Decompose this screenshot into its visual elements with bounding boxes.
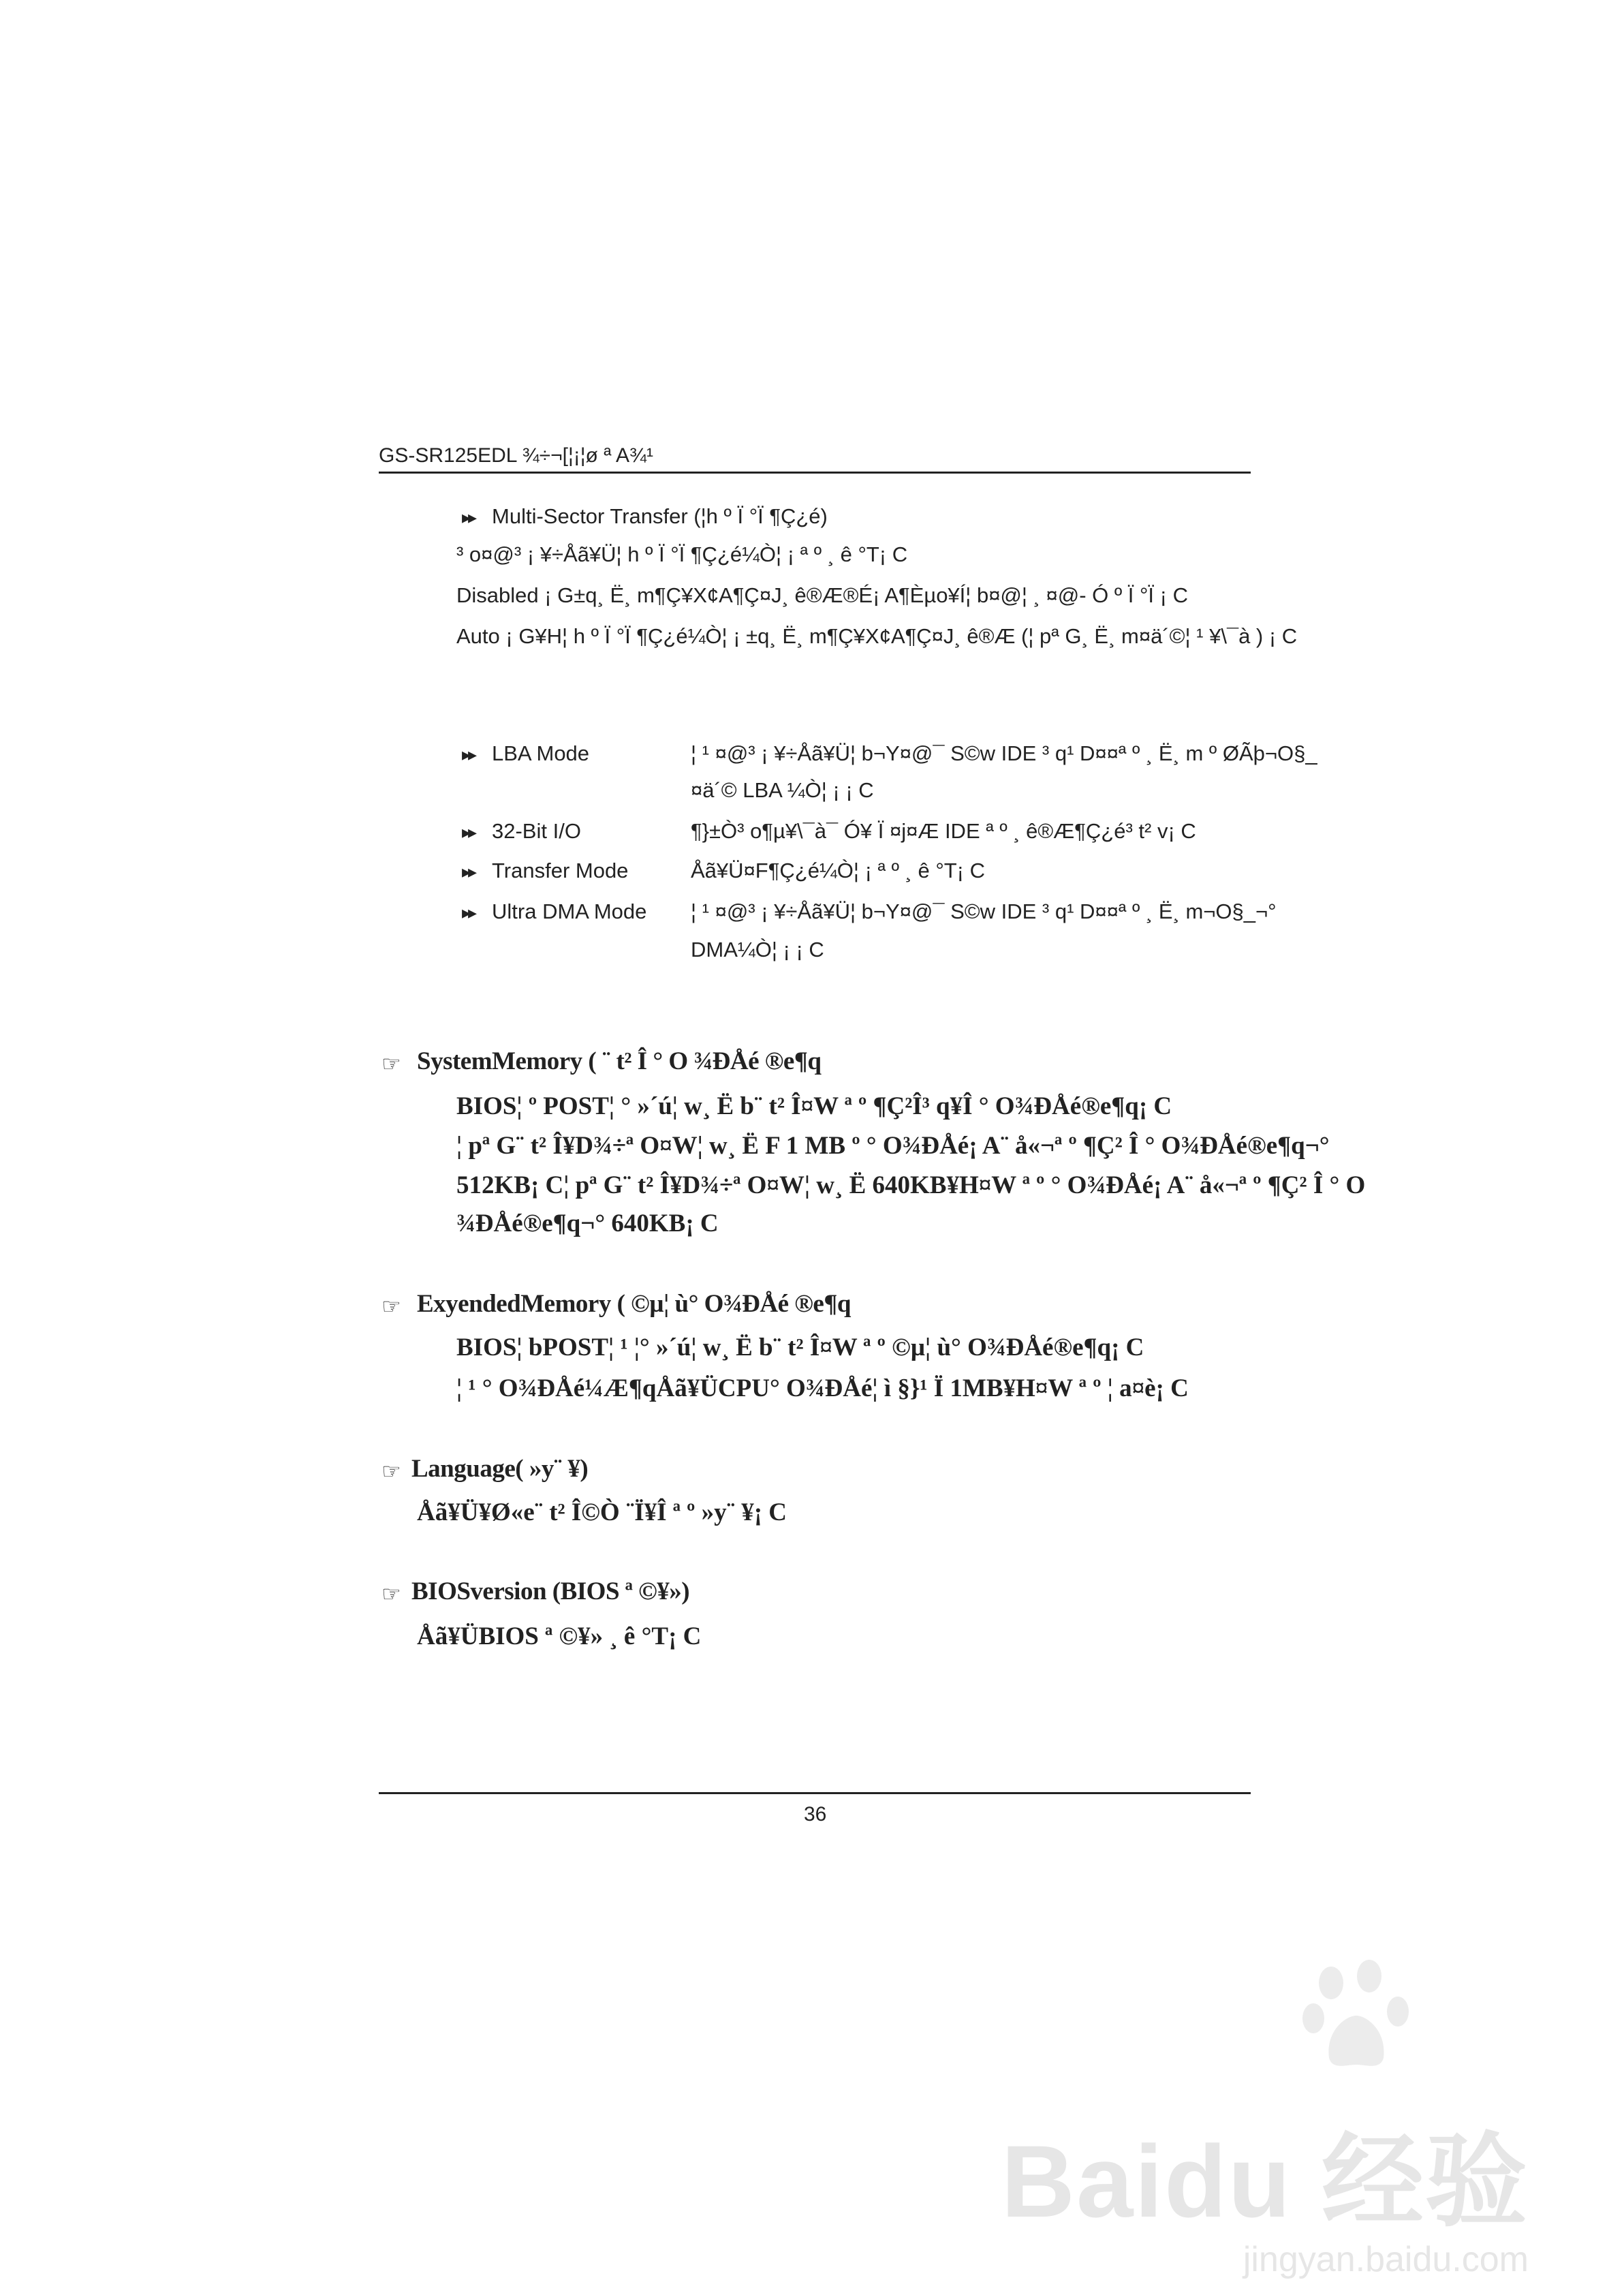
pointing-hand-icon: ☞ <box>381 1051 401 1076</box>
bullet-icon: ▸▸ <box>462 902 475 923</box>
bullet-icon: ▸▸ <box>462 507 475 527</box>
language-line: Åã¥Ü¥Ø«e¨ t² Î©Ò ¨Ï¥Î ª º »y¨ ¥¡ C <box>417 1498 787 1526</box>
page-number: 36 <box>804 1803 827 1826</box>
baidu-paw-icon <box>1298 1956 1414 2071</box>
ultra-dma-desc: ¦ ¹ ¤@³ ¡ ¥÷Åã¥Ü¦ b¬Y¤@¯ S©w IDE ³ q¹ D¤¤ª º ¸ Ë¸ m¬O§_¬° <box>691 899 1277 923</box>
lba-mode-label: LBA Mode <box>492 741 590 765</box>
multi-sector-line: Disabled ¡ G±q¸ Ë¸ m¶Ç¥X¢A¶Ç¤J¸ ê®Æ®É¡ A¶Èµo¥Í¦ b¤@¦ ¸ ¤@- Ó º Ï °Ï ¡ C <box>456 583 1188 607</box>
header-rule <box>379 472 1251 474</box>
baidu-watermark <box>1001 2099 1529 2280</box>
lba-mode-desc: ¦ ¹ ¤@³ ¡ ¥÷Åã¥Ü¦ b¬Y¤@¯ S©w IDE ³ q¹ D¤¤ª º ¸ Ë¸ m º ØÃþ¬O§_ <box>691 741 1317 765</box>
page-header-title: GS-SR125EDL ¾÷¬[¦¡¦ø ª A¾¹ <box>379 444 654 467</box>
bios-version-heading: BIOSversion (BIOS ª ©¥») <box>411 1577 690 1605</box>
lba-mode-desc: ¤ä´© LBA ¼Ò¦ ¡ ¡ C <box>691 778 874 802</box>
system-memory-line: BIOS¦ º POST¦ ° »´ú¦ w¸ Ë b¨ t² Î¤W ª º ¶Ç²Î³ q¥Î ° O¾ÐÅé®e¶q¡ C <box>456 1092 1172 1120</box>
extended-memory-line: BIOS¦ bPOST¦ ¹ ¦° »´ú¦ w¸ Ë b¨ t² Î¤W ª º ©µ¦ ù° O¾ÐÅé®e¶q¡ C <box>456 1334 1144 1361</box>
system-memory-line: ¾ÐÅé®e¶q¬° 640KB¡ C <box>456 1210 719 1237</box>
extended-memory-heading: ExyendedMemory ( ©µ¦ ù° O¾ÐÅé ®e¶q <box>417 1290 851 1318</box>
32bit-io-label: 32-Bit I/O <box>492 819 581 843</box>
multi-sector-line: Auto ¡ G¥H¦ h º Ï °Ï ¶Ç¿é¼Ò¦ ¡ ±q¸ Ë¸ m¶Ç¥X¢A¶Ç¤J¸ ê®Æ (¦ pª G¸ Ë¸ m¤ä´©¦ ¹ ¥\¯à ) ¡ C <box>456 624 1298 648</box>
pointing-hand-icon: ☞ <box>381 1459 401 1483</box>
bullet-icon: ▸▸ <box>462 822 475 842</box>
transfer-mode-desc: Åã¥Ü¤F¶Ç¿é¼Ò¦ ¡ ª º ¸ ê °T¡ C <box>691 859 985 882</box>
system-memory-line: 512KB¡ C¦ pª G¨ t² Î¥D¾÷ª O¤W¦ w¸ Ë 640KB¥H¤W ª º ° O¾ÐÅé¡ A¨ å«¬ª º ¶Ç² Î ° O <box>456 1171 1366 1199</box>
extended-memory-line: ¦ ¹ ° O¾ÐÅé¼Æ¶qÅã¥ÜCPU° O¾ÐÅé¦ ì §}¹ Ï 1MB¥H¤W ª º ¦ a¤è¡ C <box>456 1374 1189 1402</box>
bios-version-line: Åã¥ÜBIOS ª ©¥» ¸ ê °T¡ C <box>417 1622 702 1650</box>
watermark-logo: Baidu 经验 <box>1001 2124 1529 2238</box>
watermark-url: jingyan.baidu.com <box>1243 2240 1529 2279</box>
multi-sector-title: Multi-Sector Transfer (¦h º Ï °Ï ¶Ç¿é) <box>492 504 828 528</box>
ultra-dma-label: Ultra DMA Mode <box>492 899 647 923</box>
transfer-mode-label: Transfer Mode <box>492 859 629 882</box>
bullet-icon: ▸▸ <box>462 861 475 882</box>
32bit-io-desc: ¶}±Ò³ o¶µ¥\¯à¯ Ó¥ Ï ¤j¤Æ IDE ª º ¸ ê®Æ¶Ç¿é³ t² v¡ C <box>691 819 1196 843</box>
bullet-icon: ▸▸ <box>462 744 475 765</box>
multi-sector-line: ³ o¤@³ ¡ ¥÷Åã¥Ü¦ h º Ï °Ï ¶Ç¿é¼Ò¦ ¡ ª º ¸ ê °T¡ C <box>456 542 908 566</box>
pointing-hand-icon: ☞ <box>381 1582 401 1606</box>
ultra-dma-desc: DMA¼Ò¦ ¡ ¡ C <box>691 938 824 961</box>
system-memory-line: ¦ pª G¨ t² Î¥D¾÷ª O¤W¦ w¸ Ë F 1 MB º ° O¾ÐÅé¡ A¨ å«¬ª º ¶Ç² Î ° O¾ÐÅé®e¶q¬° <box>456 1132 1330 1160</box>
system-memory-heading: SystemMemory ( ¨ t² Î ° O ¾ÐÅé ®e¶q <box>417 1047 822 1075</box>
language-heading: Language( »y¨ ¥) <box>411 1455 589 1483</box>
pointing-hand-icon: ☞ <box>381 1294 401 1319</box>
footer-rule <box>379 1792 1251 1794</box>
